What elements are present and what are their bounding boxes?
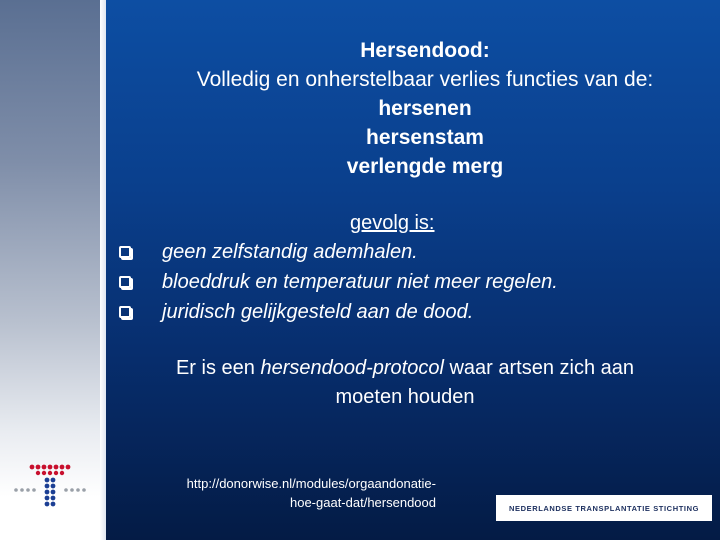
source-link[interactable] — [126, 474, 436, 512]
list-item-text: bloeddruk en temperatuur niet meer regelen. — [162, 270, 558, 293]
logo-dot — [76, 488, 80, 492]
slide-title: Hersendood: — [360, 39, 490, 62]
logo-dot — [30, 465, 35, 470]
logo-dot — [45, 490, 50, 495]
logo-dot — [51, 478, 56, 483]
sidebar-divider — [100, 0, 106, 540]
logo-dot — [45, 496, 50, 501]
logo-dot — [45, 502, 50, 507]
logo-dot — [60, 471, 64, 475]
logo-dot — [36, 471, 40, 475]
consequence-list — [118, 237, 558, 327]
logo-dot — [51, 502, 56, 507]
protocol-text: waar artsen zich aan — [443, 357, 635, 379]
logo-dot — [36, 465, 41, 470]
list-item — [118, 297, 558, 327]
logo-dot — [70, 488, 74, 492]
logo-dot — [51, 484, 56, 489]
logo-dot — [14, 488, 18, 492]
logo-dot — [54, 471, 58, 475]
logo-dot — [54, 465, 59, 470]
logo-dot — [82, 488, 86, 492]
logo-dot — [45, 484, 50, 489]
logo-dot — [64, 488, 68, 492]
protocol-term: hersendood-protocol — [260, 357, 444, 379]
nts-logo-icon — [10, 463, 90, 513]
list-item — [118, 267, 558, 297]
checkbox-bullet-icon — [118, 274, 134, 290]
source-link-line[interactable]: hoe-gaat-dat/hersendood — [289, 495, 436, 510]
logo-dot — [51, 490, 56, 495]
organ-item: hersenen — [378, 97, 472, 120]
logo-dot — [48, 465, 53, 470]
consequence-label: gevolg is: — [350, 212, 435, 234]
sidebar-panel — [0, 0, 100, 540]
logo-dot — [48, 471, 52, 475]
checkbox-bullet-icon — [118, 304, 134, 320]
list-item-text: juridisch gelijkgesteld aan de dood. — [162, 300, 474, 323]
list-item — [118, 237, 558, 267]
logo-dot — [20, 488, 24, 492]
brand-name: NEDERLANDSE TRANSPLANTATIE STICHTING — [508, 503, 700, 513]
protocol-text: Er is een — [175, 357, 261, 379]
organ-item: hersenstam — [366, 126, 484, 149]
heading-block — [150, 36, 700, 181]
source-link-line[interactable]: http://donorwise.nl/modules/orgaandonatie- — [186, 476, 436, 491]
logo-dot — [66, 465, 71, 470]
logo-dot — [42, 471, 46, 475]
logo-dot — [26, 488, 30, 492]
logo-dot — [32, 488, 36, 492]
protocol-statement — [120, 354, 690, 412]
protocol-text: moeten houden — [335, 386, 475, 408]
brand-banner — [496, 495, 712, 521]
logo-dot — [45, 478, 50, 483]
logo-dot — [60, 465, 65, 470]
organ-item: verlengde merg — [346, 155, 504, 178]
list-item-text: geen zelfstandig ademhalen. — [162, 240, 418, 263]
slide-subtitle: Volledig en onherstelbaar verlies functies van de: — [196, 68, 654, 91]
checkbox-bullet-icon — [118, 244, 134, 260]
logo-dot — [42, 465, 47, 470]
logo-dot — [51, 496, 56, 501]
